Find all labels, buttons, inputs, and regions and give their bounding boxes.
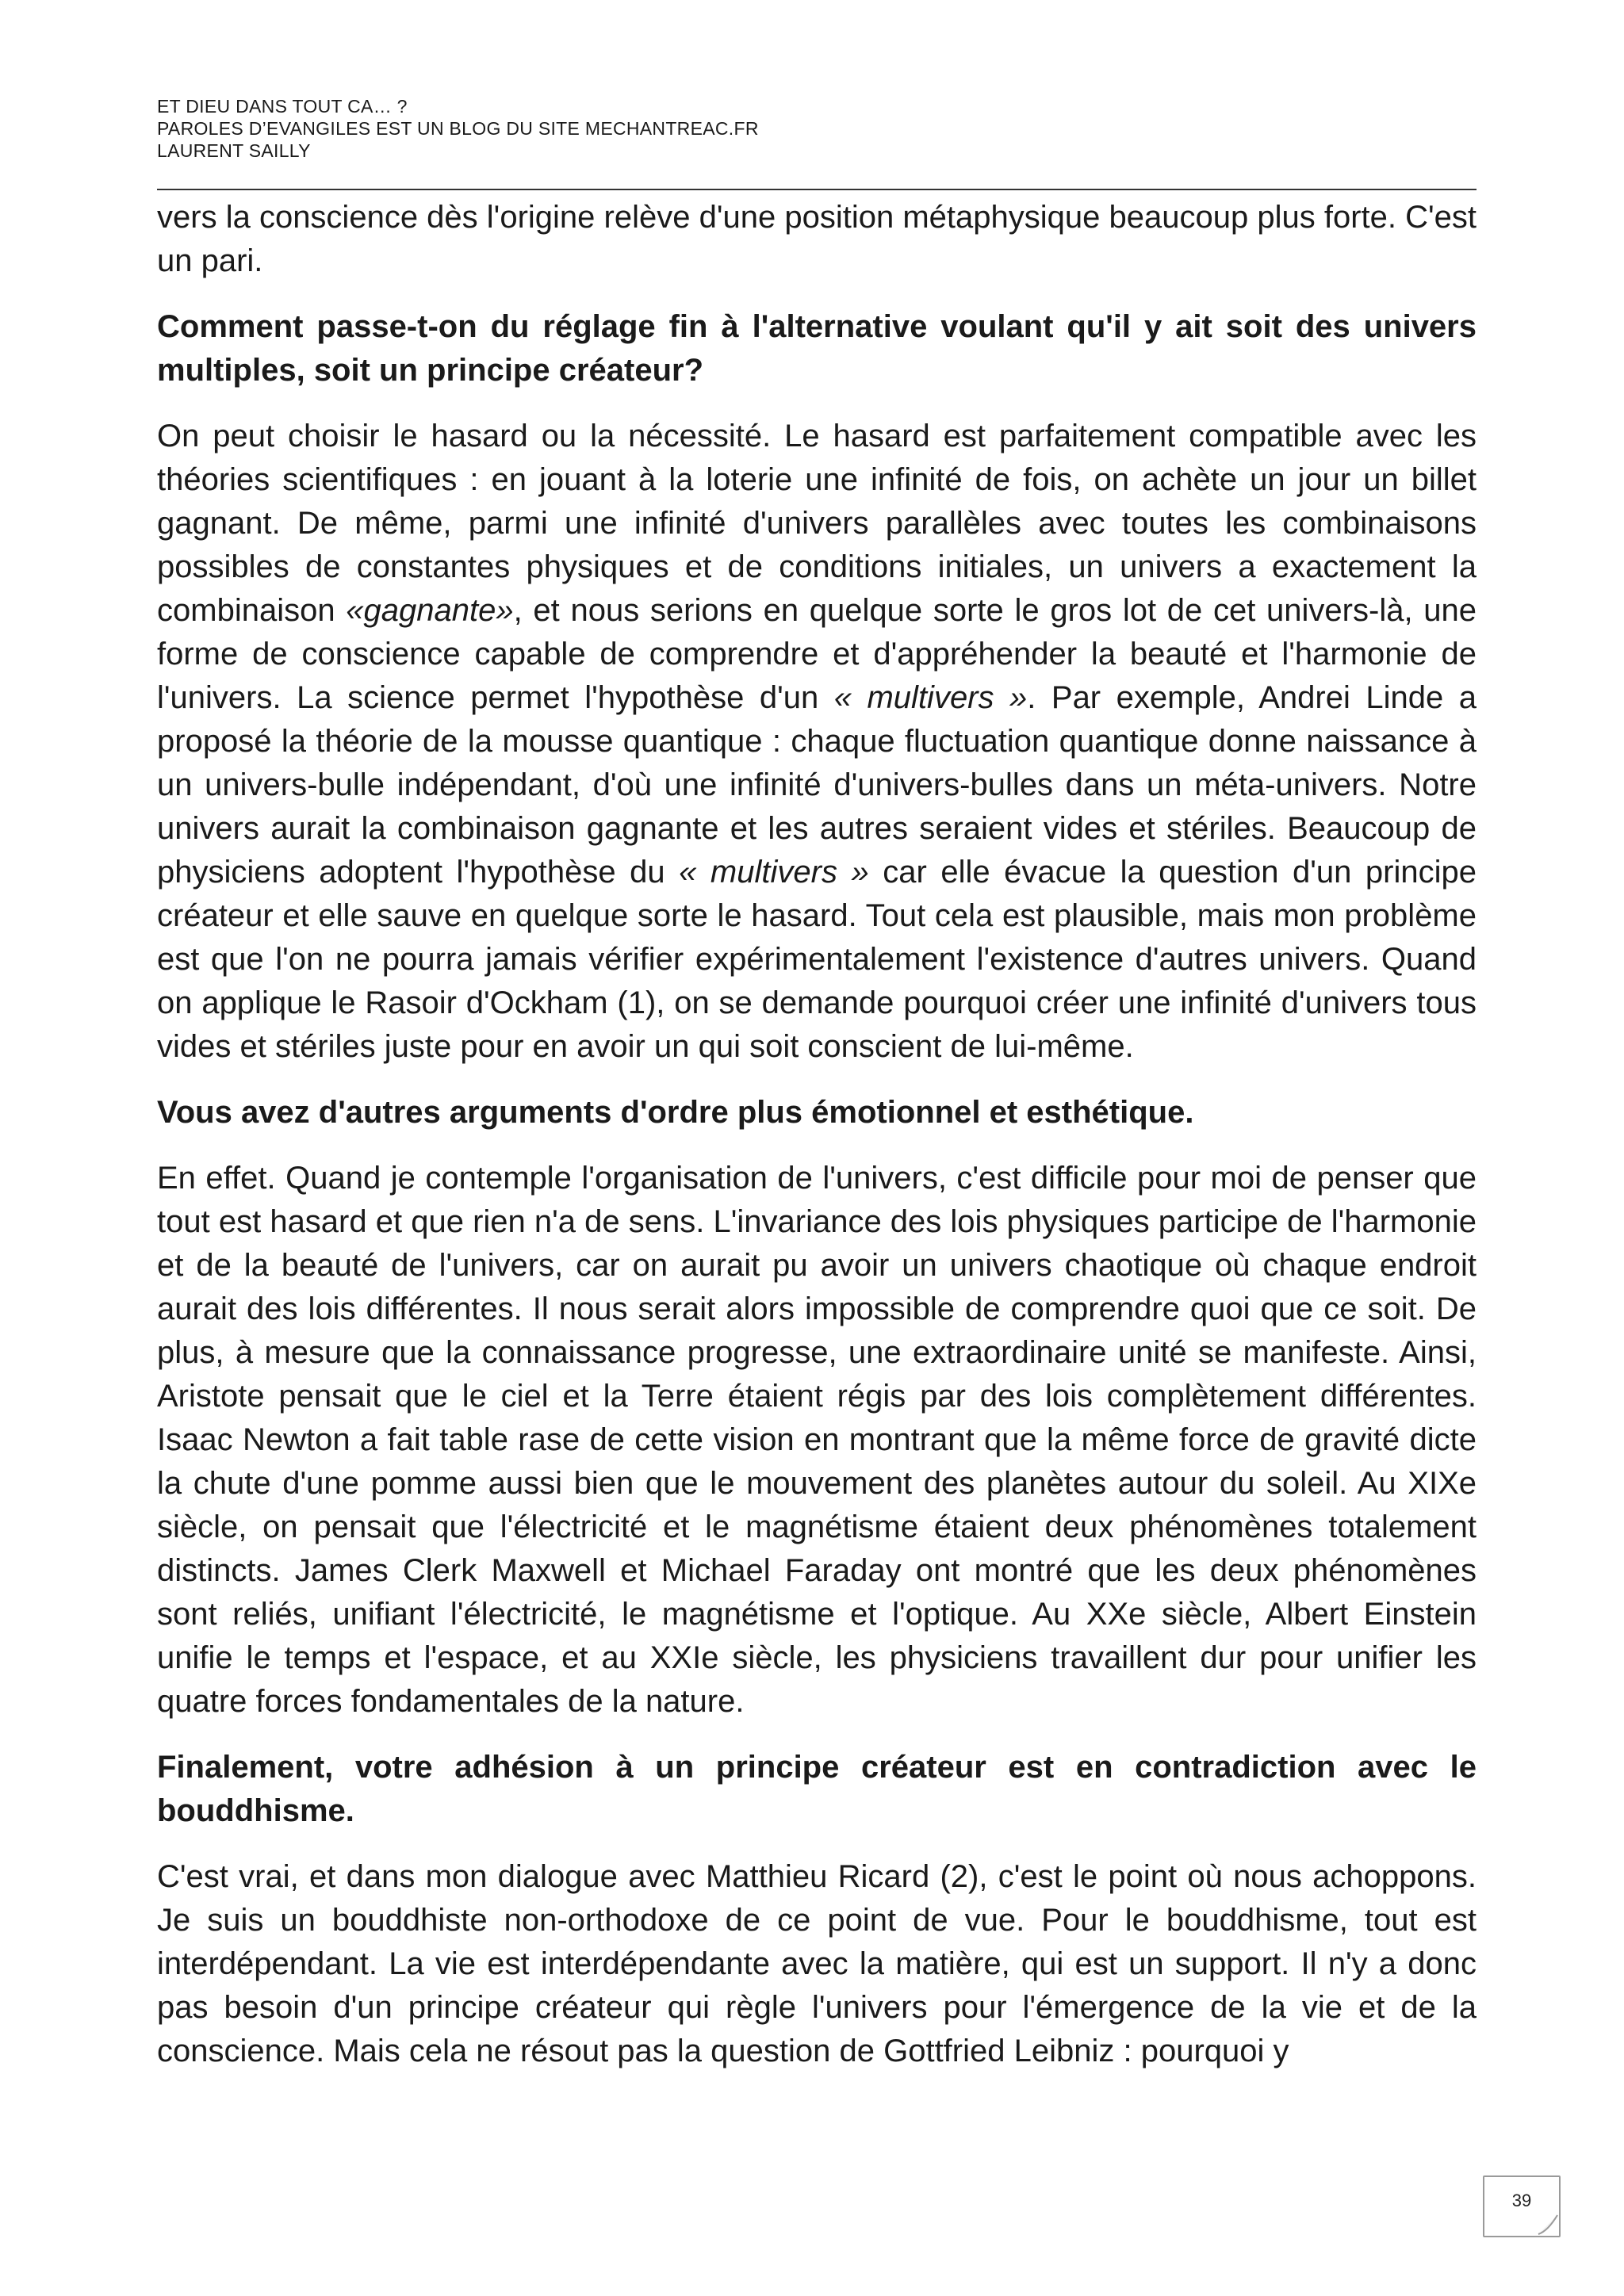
page-number: 39: [1511, 2191, 1532, 2210]
header-blog-line: PAROLES D’EVANGILES EST UN BLOG DU SITE MECHANTREAC.FR: [157, 118, 759, 139]
paragraph-text: . Par exemple, Andrei Linde a proposé la théorie de la mousse quantique : chaque fluctuation quantique donne naissance à un univers-bulle indépendant, d'où une infinité d'univers-bulles dans un méta-univers. Notre univers aurait la combinaison gagnante et les autres seraient vides et stériles. Beaucoup de physiciens adoptent l'hypothèse du: [157, 680, 1477, 890]
paragraph-text: On peut choisir le hasard ou la nécessité. Le hasard est parfaitement compatible avec les théories scientifiques : en jouant à la loterie une infinité de fois, on achète un jour un billet gagnant. De même, parmi une infinité d'univers parallèles avec toutes les combinaisons possibles de constantes physiques et de conditions initiales, un univers a exactement la combinaison: [157, 419, 1477, 628]
answer-paragraph: En effet. Quand je contemple l'organisation de l'univers, c'est difficile pour moi de penser que tout est hasard et que rien n'a de sens. L'invariance des lois physiques participe de l'harmonie et de la beauté de l'univers, car on aurait pu avoir un univers chaotique où chaque endroit aurait des lois différentes. Il nous serait alors impossible de comprendre quoi que ce soit. De plus, à mesure que la connaissance progresse, une extraordinaire unité se manifeste. Ainsi, Aristote pensait que le ciel et la Terre étaient régis par des lois complètement différentes. Isaac Newton a fait table rase de cette vision en montrant que la même force de gravité dicte la chute d'une pomme aussi bien que le mouvement des planètes autour du soleil. Au XIXe siècle, on pensait que l'électricité et le magnétisme étaient deux phénomènes totalement distincts. James Clerk Maxwell et Michael Faraday ont montré que les deux phénomènes sont reliés, unifiant l'électricité, le magnétisme et l'optique. Au XXe siècle, Albert Einstein unifie le temps et l'espace, et au XXIe siècle, les physiciens travaillent dur pour unifier les quatre forces fondamentales de la nature.: [157, 1161, 1477, 1719]
italic-term: « multivers »: [833, 680, 1028, 715]
question-heading: Comment passe-t-on du réglage fin à l'alternative voulant qu'il y ait soit des univers multiples, soit un principe créateur?: [157, 309, 1477, 388]
italic-term: «gagnante»: [346, 593, 514, 628]
header-title: ET DIEU DANS TOUT CA… ?: [157, 96, 408, 117]
question-heading: Finalement, votre adhésion à un principe créateur est en contradiction avec le bouddhisme.: [157, 1750, 1477, 1828]
paragraph-text: vers la conscience dès l'origine relève d'une position métaphysique beaucoup plus forte. C'est un pari.: [157, 200, 1477, 278]
header-divider: [157, 189, 1477, 190]
page-header: [157, 95, 1477, 162]
paragraph-continuation: [157, 196, 1477, 283]
paragraph-text: , et nous serions en quelque sorte le gros lot de cet univers-là, une forme de conscience capable de comprendre et d'appréhender la beauté et l'harmonie de l'univers. La science permet l'hypothèse d'un: [157, 593, 1477, 715]
page-curl-icon: [1535, 2212, 1559, 2236]
answer-paragraph: C'est vrai, et dans mon dialogue avec Matthieu Ricard (2), c'est le point où nous achoppons. Je suis un bouddhiste non-orthodoxe de ce point de vue. Pour le bouddhisme, tout est interdépendant. La vie est interdépendante avec la matière, qui est un support. Il n'y a donc pas besoin d'un principe créateur qui règle l'univers pour l'émergence de la vie et de la conscience. Mais cela ne résout pas la question de Gottfried Leibniz : pourquoi y: [157, 1859, 1477, 2068]
italic-term: « multivers »: [679, 855, 869, 890]
paragraph-text: car elle évacue la question d'un principe créateur et elle sauve en quelque sorte le hasard. Tout cela est plausible, mais mon problème est que l'on ne pourra jamais vérifier expérimentalement l'existence d'autres univers. Quand on applique le Rasoir d'Ockham (1), on se demande pourquoi créer une infinité d'univers tous vides et stériles juste pour en avoir un qui soit conscient de lui-même.: [157, 855, 1477, 1064]
header-author: LAURENT SAILLY: [157, 140, 311, 161]
question-heading: Vous avez d'autres arguments d'ordre plus émotionnel et esthétique.: [157, 1095, 1194, 1130]
document-body: [157, 196, 1477, 2095]
answer-paragraph: [157, 415, 1477, 1069]
